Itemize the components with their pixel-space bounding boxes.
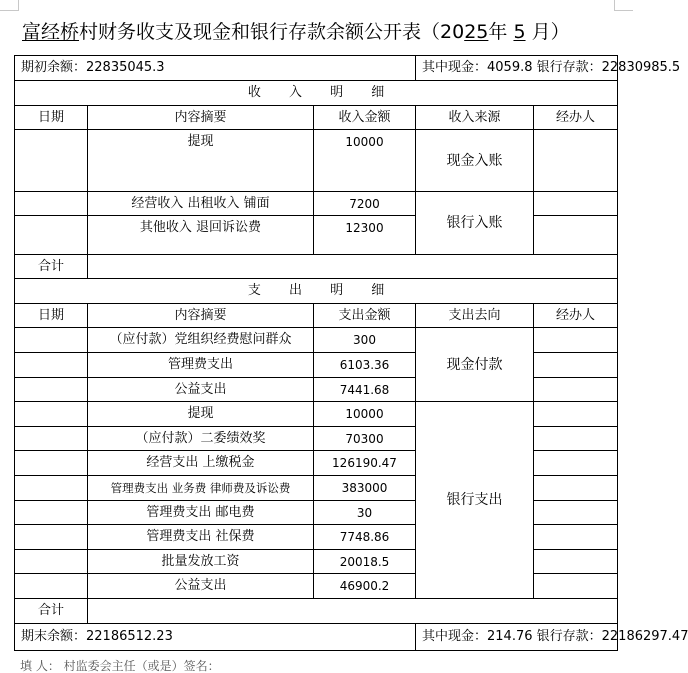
page-corner-mark-left — [0, 0, 19, 11]
expense-header-handler: 经办人 — [534, 304, 618, 328]
income-handler-cell — [534, 216, 618, 255]
expense-date-cell — [15, 550, 88, 574]
expense-header-date: 日期 — [15, 304, 88, 328]
expense-summary: 公益支出 — [88, 574, 314, 599]
income-section-title: 收 入 明 细 — [15, 81, 618, 106]
expense-date-cell — [15, 574, 88, 599]
finance-table — [14, 55, 688, 651]
expense-header-direction: 支出去向 — [416, 304, 534, 328]
expense-summary: 公益支出 — [88, 378, 314, 402]
expense-date-cell — [15, 451, 88, 476]
income-amount: 12300 — [314, 216, 416, 255]
closing-balance-row — [15, 624, 618, 651]
expense-summary: 管理费支出 社保费 — [88, 525, 314, 550]
income-header-amount: 收入金额 — [314, 106, 416, 130]
expense-handler-cell — [534, 402, 618, 427]
document-title — [22, 20, 622, 44]
expense-total-row — [15, 599, 618, 624]
expense-row — [15, 328, 618, 353]
income-section-row — [15, 81, 618, 106]
title-village-name: 富经桥 — [22, 21, 80, 43]
expense-summary: 提现 — [88, 402, 314, 427]
expense-handler-cell — [534, 378, 618, 402]
expense-handler-cell — [534, 353, 618, 378]
expense-amount: 6103.36 — [314, 353, 416, 378]
income-source-bank: 银行入账 — [416, 192, 534, 255]
income-amount: 10000 — [314, 130, 416, 192]
expense-amount: 10000 — [314, 402, 416, 427]
expense-amount: 300 — [314, 328, 416, 353]
income-amount: 7200 — [314, 192, 416, 216]
expense-header-summary: 内容摘要 — [88, 304, 314, 328]
expense-handler-cell — [534, 501, 618, 525]
expense-date-cell — [15, 402, 88, 427]
income-total-value — [88, 255, 618, 279]
income-date-cell — [15, 130, 88, 192]
income-header-handler: 经办人 — [534, 106, 618, 130]
expense-amount: 126190.47 — [314, 451, 416, 476]
income-handler-cell — [534, 130, 618, 192]
income-row — [15, 192, 618, 216]
income-total-label: 合计 — [15, 255, 88, 279]
income-summary: 经营收入 出租收入 铺面 — [88, 192, 314, 216]
expense-direction-cash: 现金付款 — [416, 328, 534, 402]
income-header-source: 收入来源 — [416, 106, 534, 130]
expense-amount: 7441.68 — [314, 378, 416, 402]
title-main-text: 村财务收支及现金和银行存款余额公开表（20 — [79, 21, 465, 43]
expense-amount: 383000 — [314, 476, 416, 501]
income-row — [15, 130, 618, 192]
opening-balance-row — [15, 56, 618, 81]
expense-header-amount: 支出金额 — [314, 304, 416, 328]
expense-summary: （应付款）党组织经费慰问群众 — [88, 328, 314, 353]
expense-amount: 70300 — [314, 427, 416, 451]
expense-amount: 30 — [314, 501, 416, 525]
income-handler-cell — [534, 192, 618, 216]
opening-split: 其中现金：4059.8 银行存款：22830985.5 — [416, 56, 618, 81]
expense-row — [15, 402, 618, 427]
closing-balance: 期末余额：22186512.23 — [15, 624, 416, 651]
title-year-suffix: 25 — [464, 21, 489, 43]
expense-date-cell — [15, 525, 88, 550]
income-summary: 提现 — [88, 130, 314, 192]
title-year-char: 年 — [488, 21, 508, 43]
expense-handler-cell — [534, 476, 618, 501]
expense-summary: 经营支出 上缴税金 — [88, 451, 314, 476]
expense-handler-cell — [534, 451, 618, 476]
title-month-char: 月） — [531, 21, 570, 43]
expense-handler-cell — [534, 427, 618, 451]
expense-date-cell — [15, 501, 88, 525]
income-source-cash: 现金入账 — [416, 130, 534, 192]
expense-summary: 管理费支出 业务费 律师费及诉讼费 — [88, 476, 314, 501]
income-date-cell — [15, 216, 88, 255]
page-corner-mark-right — [614, 0, 633, 11]
expense-section-row — [15, 279, 618, 304]
title-month: 5 — [513, 21, 526, 43]
expense-handler-cell — [534, 328, 618, 353]
income-summary: 其他收入 退回诉讼费 — [88, 216, 314, 255]
expense-amount: 46900.2 — [314, 574, 416, 599]
expense-summary: 管理费支出 邮电费 — [88, 501, 314, 525]
expense-date-cell — [15, 378, 88, 402]
closing-split: 其中现金：214.76 银行存款：22186297.47 — [416, 624, 618, 651]
expense-date-cell — [15, 476, 88, 501]
income-header-date: 日期 — [15, 106, 88, 130]
expense-section-title: 支 出 明 细 — [15, 279, 618, 304]
expense-amount: 7748.86 — [314, 525, 416, 550]
expense-handler-cell — [534, 550, 618, 574]
expense-date-cell — [15, 427, 88, 451]
income-header-summary: 内容摘要 — [88, 106, 314, 130]
footer-signature-line: 填 人： 村监委会主任（或是）签名： — [20, 659, 220, 673]
income-date-cell — [15, 192, 88, 216]
expense-summary: 管理费支出 — [88, 353, 314, 378]
income-header-row — [15, 106, 618, 130]
expense-summary: （应付款）二委绩效奖 — [88, 427, 314, 451]
expense-amount: 20018.5 — [314, 550, 416, 574]
expense-date-cell — [15, 353, 88, 378]
expense-total-value — [88, 599, 618, 624]
opening-balance: 期初余额：22835045.3 — [15, 56, 416, 81]
expense-summary: 批量发放工资 — [88, 550, 314, 574]
expense-handler-cell — [534, 525, 618, 550]
expense-handler-cell — [534, 574, 618, 599]
expense-direction-bank: 银行支出 — [416, 402, 534, 599]
expense-header-row — [15, 304, 618, 328]
expense-total-label: 合计 — [15, 599, 88, 624]
expense-date-cell — [15, 328, 88, 353]
income-total-row — [15, 255, 618, 279]
